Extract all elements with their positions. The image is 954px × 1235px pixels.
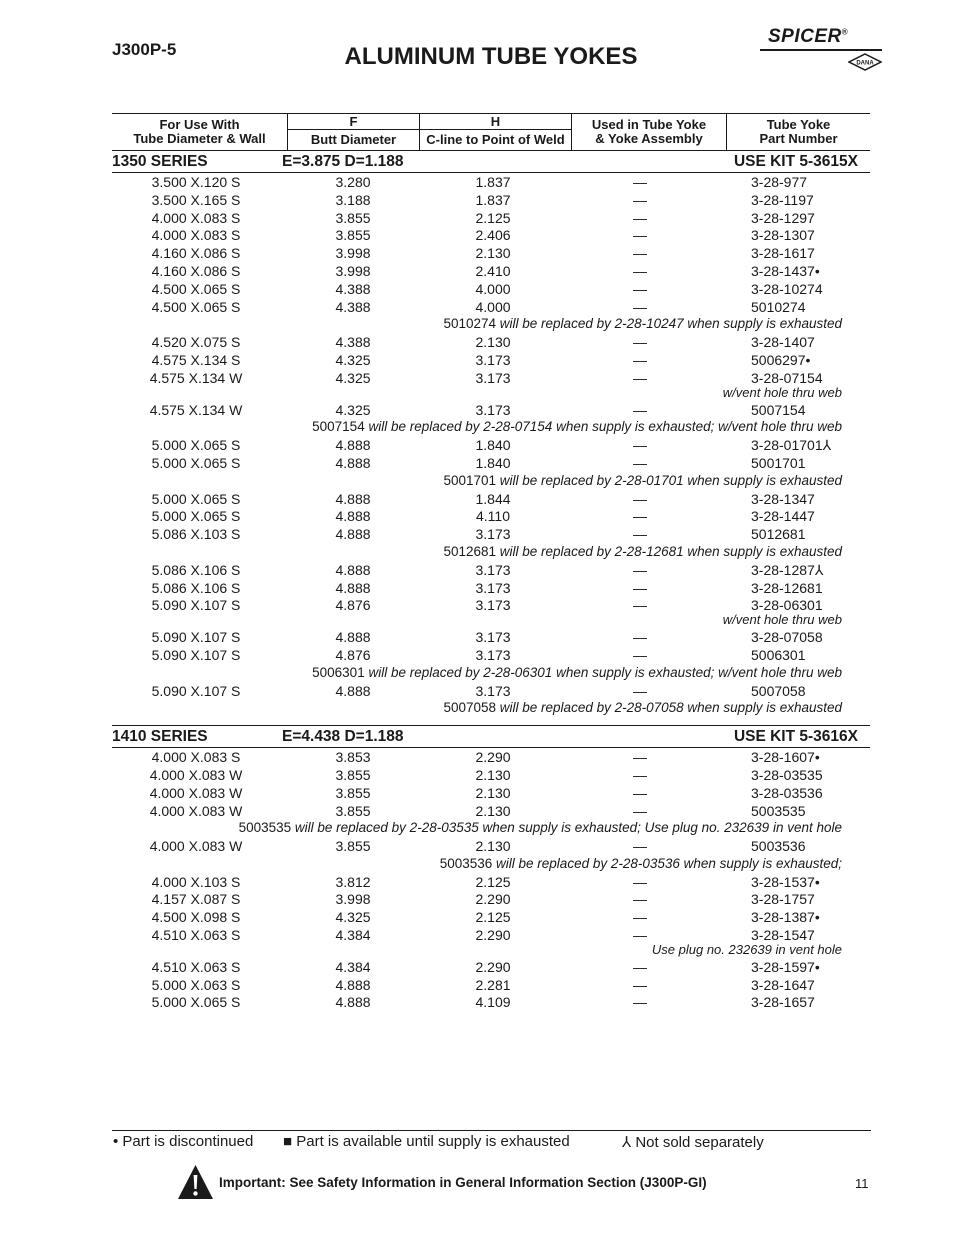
cell-used-in: —: [633, 646, 647, 663]
cell-used-in: —: [633, 209, 647, 226]
cell-c-line: 2.290: [475, 958, 511, 975]
cell-c-line: 2.290: [475, 749, 511, 766]
cell-tube: 5.000 X.065 S: [151, 508, 241, 525]
note-description: will be replaced by 2-28-01701 when supply is exhausted: [496, 472, 842, 488]
page-number: 11: [855, 1176, 869, 1191]
cell-c-line: 2.130: [475, 245, 511, 262]
cell-part-number: 5006297•: [751, 351, 811, 368]
cell-part-number: 3-28-12681: [751, 579, 823, 596]
table-row: [112, 890, 870, 908]
cell-butt-diameter: 4.325: [335, 909, 371, 926]
table-row: [112, 682, 870, 700]
cell-part-number: 5007154: [751, 401, 806, 418]
cell-butt-diameter: 3.998: [335, 245, 371, 262]
table-row: [112, 579, 870, 597]
cell-c-line: 3.173: [475, 526, 511, 543]
note-part-number: 5010274: [443, 316, 497, 332]
col-tube-line2: Tube Diameter & Wall: [133, 131, 266, 146]
cell-tube: 5.090 X.107 S: [151, 597, 241, 614]
series-kit: USE KIT 5-3615X: [733, 153, 858, 170]
note-text: [312, 419, 842, 434]
cell-butt-diameter: 3.812: [335, 873, 371, 890]
cell-butt-diameter: 4.888: [335, 976, 371, 993]
cell-c-line: 3.173: [475, 579, 511, 596]
note-description: will be replaced by 2-28-07058 when supply is exhausted: [496, 700, 842, 716]
cell-used-in: —: [633, 579, 647, 596]
cell-butt-diameter: 3.855: [335, 766, 371, 783]
cell-tube: 4.510 X.063 S: [151, 958, 241, 975]
series-header: [112, 726, 870, 748]
cell-tube: 5.090 X.107 S: [151, 629, 241, 646]
cell-used-in: —: [633, 927, 647, 944]
row-subnote: [112, 941, 870, 958]
cell-butt-diameter: 4.888: [335, 508, 371, 525]
cell-tube: 4.000 X.083 W: [149, 802, 243, 819]
cell-c-line: 1.837: [475, 174, 511, 190]
series-name: 1410 SERIES: [112, 728, 208, 746]
cell-used-in: —: [633, 561, 647, 578]
cell-tube: 4.000 X.083 S: [151, 227, 241, 244]
table-row: [112, 766, 870, 784]
table-row: [112, 351, 870, 369]
cell-c-line: 3.173: [475, 561, 511, 578]
cell-tube: 4.575 X.134 S: [151, 351, 241, 368]
col-h-label: C-line to Point of Weld: [426, 132, 565, 147]
cell-part-number: 5003535: [751, 802, 806, 819]
note-description: will be replaced by 2-28-03535 when supply is exhausted; Use plug no. 232639 in vent hole: [291, 820, 842, 836]
cell-tube: 5.090 X.107 S: [151, 646, 241, 663]
cell-c-line: 2.290: [475, 891, 511, 908]
replacement-note: [112, 855, 870, 873]
cell-part-number: 3-28-1287⅄: [751, 561, 824, 578]
cell-c-line: 3.173: [475, 351, 511, 368]
cell-tube: 4.160 X.086 S: [151, 245, 241, 262]
registered-mark: ®: [841, 27, 849, 37]
col-used-line1: Used in Tube Yoke: [591, 117, 707, 132]
table-header: [112, 113, 870, 151]
cell-butt-diameter: 4.888: [335, 682, 371, 699]
cell-used-in: —: [633, 597, 647, 614]
spicer-logo: [760, 22, 884, 78]
replacement-note: [112, 315, 870, 333]
cell-tube: 5.000 X.065 S: [151, 454, 241, 471]
cell-c-line: 3.173: [475, 629, 511, 646]
cell-tube: 4.520 X.075 S: [151, 334, 241, 351]
footer-divider: [112, 1130, 871, 1131]
cell-part-number: 5010274: [751, 298, 806, 315]
cell-part-number: 5001701: [751, 454, 806, 471]
cell-tube: 4.000 X.083 S: [151, 749, 241, 766]
cell-used-in: —: [633, 784, 647, 801]
cell-part-number: 3-28-1407: [751, 334, 815, 351]
doc-id: J300P-5: [112, 40, 177, 59]
cell-butt-diameter: 4.888: [335, 994, 371, 1011]
table-row: [112, 908, 870, 926]
cell-used-in: —: [633, 976, 647, 993]
cell-used-in: —: [633, 802, 647, 819]
row-subnote: [112, 614, 870, 628]
cell-butt-diameter: 4.384: [335, 927, 371, 944]
cell-tube: 5.090 X.107 S: [151, 682, 241, 699]
cell-tube: 4.510 X.063 S: [151, 927, 241, 944]
cell-used-in: —: [633, 191, 647, 208]
cell-used-in: —: [633, 994, 647, 1011]
cell-tube: 4.000 X.083 W: [149, 784, 243, 801]
table-row: [112, 802, 870, 820]
cell-part-number: 3-28-07058: [751, 629, 823, 646]
cell-part-number: 5012681: [751, 526, 806, 543]
table-row: [112, 401, 870, 419]
cell-used-in: —: [633, 227, 647, 244]
cell-tube: 4.000 X.083 W: [149, 766, 243, 783]
cell-part-number: 3-28-1537•: [751, 873, 820, 890]
cell-butt-diameter: 4.888: [335, 629, 371, 646]
cell-used-in: —: [633, 909, 647, 926]
cell-c-line: 3.173: [475, 597, 511, 614]
legend-discontinued: • Part is discontinued: [113, 1133, 254, 1150]
note-part-number: 5012681: [443, 543, 497, 559]
cell-tube: 4.000 X.083 S: [151, 209, 241, 226]
note-description: will be replaced by 2-28-03536 when supply is exhausted;: [492, 855, 842, 871]
note-text: [443, 700, 842, 715]
cell-butt-diameter: 4.888: [335, 490, 371, 507]
note-part-number: 5007154: [312, 419, 365, 435]
col-h: [419, 114, 571, 150]
page-title: ALUMINUM TUBE YOKES: [344, 43, 638, 70]
col-used-line2: & Yoke Assembly: [595, 131, 703, 146]
table-row: [112, 226, 870, 244]
cell-tube: 5.000 X.065 S: [151, 490, 241, 507]
table-row: [112, 837, 870, 855]
series-name: 1350 SERIES: [112, 153, 208, 170]
cell-part-number: 3-28-1597•: [751, 958, 820, 975]
table-row: [112, 454, 870, 472]
cell-butt-diameter: 4.325: [335, 401, 371, 418]
col-tube: [112, 114, 287, 150]
table-row: [112, 993, 870, 1011]
cell-part-number: 5003536: [751, 838, 806, 855]
cell-part-number: 3-28-10274: [751, 280, 823, 297]
logo-underline: [760, 49, 882, 51]
cell-tube: 5.000 X.065 S: [151, 437, 241, 454]
cell-butt-diameter: 4.888: [335, 437, 371, 454]
cell-used-in: —: [633, 437, 647, 454]
cell-tube: 5.000 X.063 S: [151, 976, 241, 993]
cell-tube: 4.000 X.083 W: [149, 838, 243, 855]
table-row: [112, 873, 870, 891]
cell-butt-diameter: 4.888: [335, 579, 371, 596]
replacement-note: [112, 418, 870, 436]
cell-tube: 4.575 X.134 W: [149, 369, 243, 386]
cell-part-number: 3-28-977: [751, 174, 808, 190]
cell-c-line: 1.840: [475, 437, 511, 454]
cell-c-line: 2.130: [475, 766, 511, 783]
note-part-number: 5007058: [443, 700, 497, 716]
note-part-number: 5006301: [312, 664, 365, 680]
replacement-note: [112, 819, 870, 837]
cell-tube: 5.000 X.065 S: [151, 994, 241, 1011]
cell-used-in: —: [633, 838, 647, 855]
cell-used-in: —: [633, 280, 647, 297]
replacement-note: [112, 543, 870, 561]
cell-c-line: 2.125: [475, 909, 511, 926]
cell-tube: 4.157 X.087 S: [151, 891, 241, 908]
cell-c-line: 1.840: [475, 454, 511, 471]
cell-c-line: 2.125: [475, 209, 511, 226]
cell-c-line: 1.837: [475, 191, 511, 208]
cell-tube: 4.160 X.086 S: [151, 262, 241, 279]
col-f-letter: F: [288, 114, 419, 130]
table-row: [112, 646, 870, 664]
cell-tube: 4.000 X.103 S: [151, 873, 241, 890]
cell-tube: 4.575 X.134 W: [149, 401, 243, 418]
cell-part-number: 3-28-1547: [751, 927, 815, 944]
cell-butt-diameter: 3.855: [335, 209, 371, 226]
cell-part-number: 3-28-03535: [751, 766, 823, 783]
table-row: [112, 784, 870, 802]
cell-butt-diameter: 4.888: [335, 561, 371, 578]
cell-used-in: —: [633, 454, 647, 471]
note-text: [443, 544, 842, 559]
note-part-number: 5003536: [439, 855, 493, 871]
cell-part-number: 3-28-1437•: [751, 262, 820, 279]
cell-butt-diameter: 4.388: [335, 280, 371, 297]
cell-tube: 4.500 X.098 S: [151, 909, 241, 926]
series-header: [112, 151, 870, 173]
col-part-line1: Tube Yoke: [766, 117, 831, 132]
cell-tube: 4.500 X.065 S: [151, 280, 241, 297]
row-subnote: [112, 384, 870, 401]
cell-used-in: —: [633, 334, 647, 351]
table-row: [112, 298, 870, 316]
table-row: [112, 561, 870, 579]
note-text: [443, 316, 842, 331]
subnote-text: Use plug no. 232639 in vent hole: [651, 941, 842, 957]
cell-part-number: 3-28-1607•: [751, 749, 820, 766]
cell-part-number: 3-28-1657: [751, 994, 815, 1011]
subnote-text: w/vent hole thru web: [722, 384, 842, 400]
cell-c-line: 4.109: [475, 994, 511, 1011]
replacement-note: [112, 664, 870, 682]
cell-c-line: 1.844: [475, 490, 511, 507]
cell-part-number: 3-28-01701⅄: [751, 437, 832, 454]
cell-part-number: 5007058: [751, 682, 806, 699]
cell-c-line: 4.110: [476, 508, 510, 525]
yoke-table: [112, 113, 870, 1011]
cell-used-in: —: [633, 891, 647, 908]
cell-c-line: 3.173: [475, 369, 511, 386]
cell-used-in: —: [633, 766, 647, 783]
note-description: will be replaced by 2-28-12681 when supply is exhausted: [496, 543, 842, 559]
legend-not-sold: ⅄ Not sold separately: [622, 1134, 764, 1151]
cell-tube: 4.500 X.065 S: [151, 298, 241, 315]
cell-c-line: 3.173: [475, 646, 511, 663]
cell-c-line: 2.130: [475, 334, 511, 351]
table-row: [112, 507, 870, 525]
cell-tube: 5.086 X.103 S: [151, 526, 241, 543]
table-row: [112, 976, 870, 994]
table-row: [112, 191, 870, 209]
cell-part-number: 3-28-1447: [751, 508, 815, 525]
cell-part-number: 3-28-03536: [751, 784, 823, 801]
table-row: [112, 525, 870, 543]
cell-part-number: 3-28-07154: [751, 369, 823, 386]
table-row: [112, 173, 870, 191]
cell-used-in: —: [633, 245, 647, 262]
note-text: [312, 665, 842, 680]
cell-butt-diameter: 4.888: [335, 454, 371, 471]
col-tube-line1: For Use With: [159, 117, 240, 132]
cell-butt-diameter: 4.876: [335, 597, 371, 614]
cell-part-number: 3-28-1647: [751, 976, 815, 993]
note-text: [443, 473, 842, 488]
cell-used-in: —: [633, 298, 647, 315]
col-f: [287, 114, 419, 150]
cell-c-line: 2.130: [475, 802, 511, 819]
col-used: [571, 114, 726, 150]
replacement-note: [112, 699, 870, 717]
note-description: will be replaced by 2-28-06301 when supply is exhausted; w/vent hole thru web: [364, 664, 842, 680]
cell-butt-diameter: 3.188: [335, 191, 371, 208]
cell-butt-diameter: 3.855: [335, 784, 371, 801]
cell-c-line: 4.000: [475, 280, 511, 297]
cell-part-number: 3-28-1197: [751, 191, 814, 208]
table-row: [112, 209, 870, 227]
note-part-number: 5003535: [238, 820, 292, 836]
cell-butt-diameter: 3.998: [335, 262, 371, 279]
warning-icon: [177, 1164, 214, 1200]
cell-butt-diameter: 4.876: [335, 646, 371, 663]
cell-used-in: —: [633, 351, 647, 368]
cell-butt-diameter: 3.998: [335, 891, 371, 908]
table-row: [112, 333, 870, 351]
cell-used-in: —: [633, 958, 647, 975]
note-part-number: 5001701: [443, 472, 497, 488]
table-row: [112, 490, 870, 508]
note-description: will be replaced by 2-28-10247 when supply is exhausted: [496, 316, 842, 332]
table-row: [112, 958, 870, 976]
cell-c-line: 2.130: [475, 838, 511, 855]
table-row: [112, 748, 870, 766]
table-row: [112, 280, 870, 298]
cell-used-in: —: [633, 490, 647, 507]
table-row: [112, 244, 870, 262]
cell-c-line: 2.130: [475, 784, 511, 801]
note-description: will be replaced by 2-28-07154 when supply is exhausted; w/vent hole thru web: [364, 419, 842, 435]
cell-c-line: 3.173: [475, 401, 511, 418]
cell-part-number: 3-28-1347: [751, 490, 815, 507]
cell-c-line: 2.125: [475, 873, 511, 890]
series-kit: USE KIT 5-3616X: [733, 728, 858, 746]
note-text: [440, 856, 842, 871]
col-h-letter: H: [420, 114, 571, 130]
cell-used-in: —: [633, 749, 647, 766]
cell-part-number: 3-28-1757: [751, 891, 815, 908]
cell-used-in: —: [633, 873, 647, 890]
dana-logo-text: DANA: [856, 60, 874, 67]
cell-butt-diameter: 3.855: [335, 227, 371, 244]
cell-butt-diameter: 4.384: [335, 958, 371, 975]
important-notice: Important: See Safety Information in General Information Section (J300P-GI): [219, 1175, 707, 1190]
col-part: [726, 114, 870, 150]
cell-c-line: 2.406: [475, 227, 511, 244]
cell-part-number: 3-28-1307: [751, 227, 815, 244]
table-row: [112, 628, 870, 646]
dana-logo-icon: [848, 53, 882, 71]
cell-c-line: 4.000: [475, 298, 511, 315]
cell-c-line: 2.290: [475, 927, 511, 944]
cell-butt-diameter: 3.855: [335, 802, 371, 819]
cell-used-in: —: [633, 526, 647, 543]
table-row: [112, 262, 870, 280]
note-text: [239, 820, 842, 835]
cell-butt-diameter: 4.388: [335, 334, 371, 351]
series-dimensions: E=3.875 D=1.188: [282, 153, 404, 170]
cell-part-number: 3-28-1617: [751, 245, 815, 262]
cell-used-in: —: [633, 682, 647, 699]
cell-butt-diameter: 4.325: [335, 351, 371, 368]
cell-used-in: —: [633, 401, 647, 418]
logo-text: SPICER: [768, 26, 842, 47]
cell-used-in: —: [633, 508, 647, 525]
cell-used-in: —: [633, 369, 647, 386]
subnote-text: w/vent hole thru web: [722, 612, 842, 628]
cell-c-line: 3.173: [475, 682, 511, 699]
cell-tube: 5.086 X.106 S: [151, 579, 241, 596]
cell-part-number: 3-28-06301: [751, 597, 823, 614]
cell-c-line: 2.410: [475, 262, 511, 279]
series-separator: [112, 717, 870, 726]
cell-tube: 3.500 X.120 S: [151, 174, 241, 190]
col-part-line2: Part Number: [759, 131, 838, 146]
cell-used-in: —: [633, 262, 647, 279]
cell-butt-diameter: 4.325: [335, 369, 371, 386]
cell-part-number: 3-28-1387•: [751, 909, 820, 926]
cell-butt-diameter: 3.853: [335, 749, 371, 766]
table-body: [112, 151, 870, 1011]
replacement-note: [112, 472, 870, 490]
cell-used-in: —: [633, 629, 647, 646]
cell-butt-diameter: 4.388: [335, 298, 371, 315]
cell-part-number: 5006301: [751, 646, 806, 663]
legend-available: ■ Part is available until supply is exhausted: [283, 1133, 570, 1150]
cell-butt-diameter: 4.888: [335, 526, 371, 543]
cell-tube: 5.086 X.106 S: [151, 561, 241, 578]
table-row: [112, 436, 870, 454]
series-dimensions: E=4.438 D=1.188: [282, 728, 404, 746]
cell-butt-diameter: 3.855: [335, 838, 371, 855]
cell-c-line: 2.281: [475, 976, 511, 993]
cell-butt-diameter: 3.280: [335, 174, 371, 190]
cell-used-in: —: [633, 174, 647, 190]
col-f-label: Butt Diameter: [310, 132, 397, 147]
cell-part-number: 3-28-1297: [751, 209, 815, 226]
cell-tube: 3.500 X.165 S: [151, 191, 241, 208]
